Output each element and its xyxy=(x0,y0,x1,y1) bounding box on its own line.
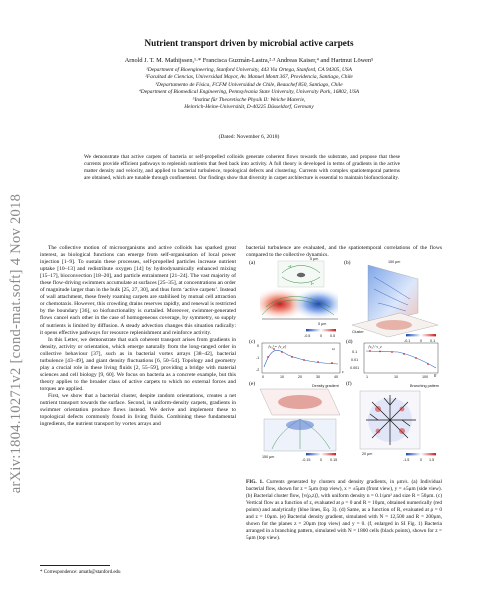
colorbar-f xyxy=(406,453,436,455)
panel-b-sublabel: Cluster xyxy=(352,330,364,334)
figure-1-graphic xyxy=(248,255,442,473)
panel-d-xtick: 100 xyxy=(422,375,429,379)
left-column xyxy=(40,245,236,428)
affiliation-line: ³Departamento de Física, FCFM Universidad de Chile, Beauchef 850, Santiago, Chile xyxy=(155,81,343,88)
panel-b-cluster xyxy=(352,260,438,337)
panel-c-xtick: 40 xyxy=(334,375,339,379)
affiliation-line: ⁴Department of Biomedical Engineering, Pennsylvania State University, University Park, 16802, USA xyxy=(138,89,360,96)
abstract: We demonstrate that active carpets of bacteria or self-propelled colloids generate coherent flows towards the substrate, and propose that these currents provide efficient pathways to replenish nutrients that feed back into activity. A full theory is developed in terms of gradients in the active matter density and velocity, and applied to bacterial turbulence, topological defects and clustering. Currents with complex spatiotemporal patterns are obtained, which are tunable through confinement. Our findings show that diversity in carpet architecture is essential to maintain biofunctionality. xyxy=(84,154,400,182)
colorbar-f-tick: 1.5 xyxy=(429,458,435,462)
colorbar-b-tick: 0.1 xyxy=(430,339,436,343)
panel-c-legend: ω xyxy=(332,347,335,351)
panel-c-label: (c) xyxy=(249,339,256,345)
affiliations xyxy=(40,67,458,111)
panel-e-scale: 150 μm xyxy=(262,455,275,459)
panel-d-ytick: 0.1 xyxy=(352,350,358,354)
panel-c-series-label: ⟨vᵢ⟩ = ⟨v_z⟩ xyxy=(268,345,287,349)
colorbar-e xyxy=(306,453,336,455)
panel-d-legend: ⟨vᵢ⟩ / v_z xyxy=(368,345,382,349)
panel-d-label: (d) xyxy=(346,339,353,345)
panel-a-label: (a) xyxy=(249,260,256,266)
panel-c-xtick: 20 xyxy=(298,375,303,379)
panel-d-plot xyxy=(350,343,438,379)
affiliation-line: ⁵Institut für Theoretische Physik II: Weiche Materie, xyxy=(192,96,306,103)
body-paragraph: First, we show that a bacterial cluster, despite random orientations, creates a net nutrient transport towards the surface. Second, in uniform-density carpets, gradients in swimmer orientation produce flows instead. We derive and implement these to topological defects commonly found in living fluids. Combining these fundamental ingredients, the nutrient transport by vortex arrays and xyxy=(40,392,236,428)
panel-c-ytick: -1 xyxy=(256,356,260,360)
correspondence-footnote: * Correspondence: amath@stanford.edu xyxy=(40,570,121,575)
colorbar-a-tick: 0 xyxy=(320,334,323,338)
colorbar-f-tick: 0 xyxy=(420,458,423,462)
panel-e-label: (e) xyxy=(249,381,256,387)
panel-e-density-gradient xyxy=(260,384,340,459)
colorbar-a xyxy=(306,329,336,331)
panel-a-top-view xyxy=(278,257,324,287)
panel-f-branching-pattern xyxy=(360,384,439,456)
panel-b-label: (b) xyxy=(344,260,351,266)
affiliation-line: ¹Department of Bioengineering, Stanford University, 443 Via Ortega, Stanford, CA 94305, USA xyxy=(146,67,352,73)
colorbar-b-tick: 0 xyxy=(420,339,423,343)
colorbar-a-tick: 0.5 xyxy=(330,334,336,338)
body-paragraph: In this Letter, we demonstrate that such coherent transport arises from gradients in density, activity or orientation, which emerge naturally from the long-ranged order in collective behaviour [37], such as in bacterial vortex arrays [38–42], bacterial turbulence [43–49], and giant density fluctuations [6, 50–54]. Topology and geometry play a crucial role in these living fluids [2, 55–59], providing a bridge with material sciences and cell biology [9, 60]. We focus on bacteria as a concrete example, but this theory applies to the broader class of active carpets to which no external forces and torques are applied. xyxy=(40,336,236,392)
panel-f-label: (f) xyxy=(346,381,352,387)
panel-c-xtick: 10 xyxy=(280,375,285,379)
colorbar-a-tick: -0.5 xyxy=(304,334,311,338)
panel-d-xtick: 10 xyxy=(394,375,399,379)
panel-d-ytick: 0.01 xyxy=(351,358,359,362)
colorbar-b-tick: -0.1 xyxy=(404,339,411,343)
caption-label: FIG. 1. xyxy=(246,479,264,485)
paper-title: Nutrient transport driven by microbial active carpets xyxy=(144,38,354,48)
dated-line: (Dated: November 6, 2018) xyxy=(218,134,280,140)
author-list: Arnold J. T. M. Mathijssen,¹·* Francisca Guzmán-Lastra,²·³ Andreas Kaiser,⁴ and Hartmut Löwen⁵ xyxy=(124,57,374,64)
panel-a-front-view xyxy=(260,289,338,326)
panel-a-bottom-scale: 5 μm xyxy=(318,322,327,326)
panel-c-ytick: -2 xyxy=(256,368,260,372)
footnote-rule xyxy=(40,565,110,566)
panel-d-ytick: 0.001 xyxy=(350,366,360,370)
colorbar-e-tick: -0.15 xyxy=(302,458,311,462)
affiliation-line: Heinrich-Heine-Universität, D-40225 Düsseldorf, Germany xyxy=(184,104,314,111)
arxiv-id-text: arXiv:1804.10271v2 [cond-mat.soft] 4 Nov 2018 xyxy=(8,193,25,493)
caption-text: Currents generated by clusters and density gradients, in μm/s. (a) Individual bacterial flow, shown for z = 5μm (top view), x = ±5μm (front view), y = ±5μm (side view). (b) Bacterial cluster flow, ⟨v(ρ,z)⟩, with uniform density n = 0.1/μm² and size R = 50μm. (c) Vertical flow as a function of z, evaluated at ρ = 0 and R = 10μm, obtained numerically (red points) and analytically (blue lines, Eq. 3). (d) Same, as a function of R, evaluated at ρ = 0 and z = 10μm. (e) Bacterial density gradient, simulated with N = 12,500 and R = 200μm, shown for the planes z = 20μm (top view) and y = 0. (f, enlarged in SI Fig. 1) Bacteria arranged in a branching pattern, simulated with N = 1800 cells (black points), shown for z = 5μm (top view). xyxy=(246,479,442,542)
panel-e-title: Density gradient xyxy=(312,384,339,388)
colorbar-e-tick: 0 xyxy=(320,458,323,462)
panel-a-top-scale: 5 μm xyxy=(310,257,319,261)
colorbar-e-tick: 0.15 xyxy=(330,458,338,462)
colorbar-b xyxy=(406,334,436,336)
panel-c-xtick: 0 xyxy=(262,375,265,379)
panel-c-ytick: 0 xyxy=(257,344,260,348)
arxiv-identifier xyxy=(6,178,28,508)
figure-caption xyxy=(246,479,442,542)
panel-b-scale: 150 μm xyxy=(388,260,401,264)
body-paragraph: bacterial turbulence are evaluated, and the spatiotemporal correlations of the flows compared to the collective dynamics. xyxy=(246,245,442,259)
panel-f-scale: 20 μm xyxy=(362,452,373,456)
panel-f-title: Branching pattern xyxy=(410,384,440,388)
bacterium-icon xyxy=(297,273,305,277)
figure-1 xyxy=(248,255,442,473)
panel-d-xtick: 1 xyxy=(366,375,369,379)
panel-c-xtick: 30 xyxy=(316,375,321,379)
affiliation-line: ²Facultad de Ciencias, Universidad Mayor, Av. Manuel Montt 367, Providencia, Santiago, Chile xyxy=(145,74,353,81)
colorbar-f-tick: -1.5 xyxy=(403,458,410,462)
body-paragraph: The collective motion of microorganisms and active colloids has sparked great interest, as biological functions can emerge from self-organisation of local power injection [1–9]. To sustain these processes, self-propelled particles increase nutrient uptake [10–13] and redistribute oxygen [14] by hydrodynamically enhanced mixing [15–17], bioconvection [18–20], and particle entrainment [21–24]. The vast majority of these flow-driving swimmers accumulate at surfaces [25–35], at concentrations an order of magnitude larger than in the bulk [25, 27, 30], and thus form ‘active carpets’. Instead of wall attachment, these freely roaming carpets are stabilised by mutual cell attraction or chemotaxis. However, this crowding drains reserves rapidly, and renewal is restricted by the boundary [36], so biofunctionality is curtailed. Moreover, swimmer-generated flows cancel each other in the case of homogeneous coverage, by symmetry, so supply of nutrients is limited by diffusion. A steady advection changes this situation radically: it opens effective pathways for resource replenishment and reinforce activity. xyxy=(40,245,236,336)
panel-c-xlabel: z xyxy=(342,370,344,374)
panel-d-xlabel: R xyxy=(434,374,437,378)
panel-c-plot xyxy=(256,343,344,379)
